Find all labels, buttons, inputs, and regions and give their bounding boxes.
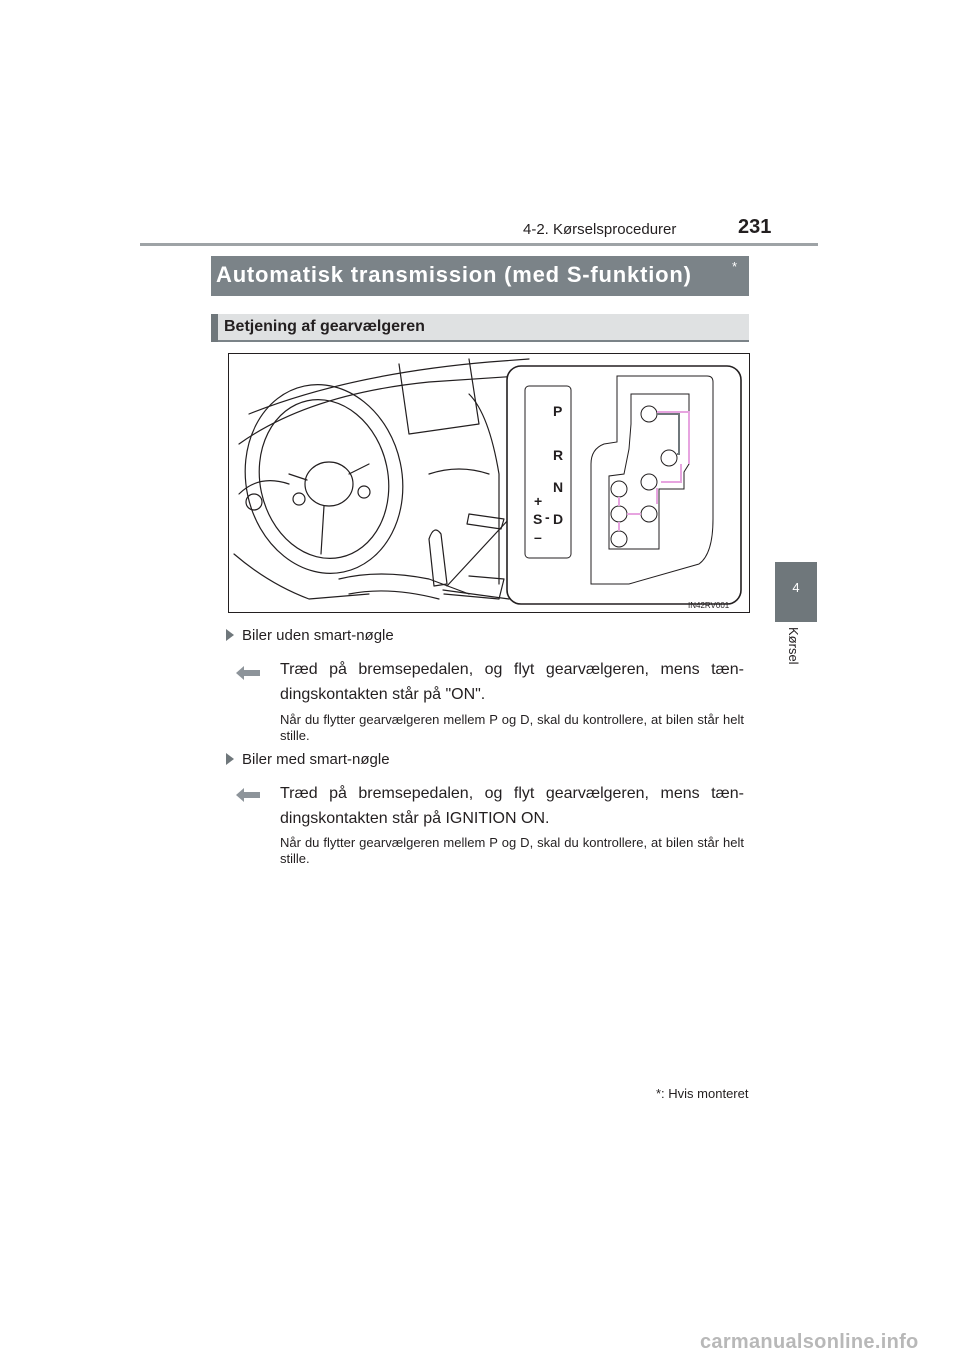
- gate-label-p: P: [553, 403, 563, 419]
- header-section-title: 4-2. Kørselsprocedurer: [523, 221, 677, 238]
- bullet-no-smart-key: [226, 627, 394, 644]
- sport-label-dash: -: [545, 509, 550, 525]
- steering-hub: [305, 462, 353, 506]
- chapter-tab[interactable]: [775, 562, 817, 622]
- bullet-smart-key: [226, 751, 390, 768]
- sport-label-minus: –: [534, 529, 542, 545]
- page-number: 231: [738, 216, 772, 238]
- sport-label-plus: +: [534, 493, 543, 509]
- illustration-svg: [229, 354, 750, 613]
- vent-line: [429, 469, 489, 474]
- triangle-bullet-icon: [226, 629, 234, 641]
- chapter-label: [785, 627, 803, 675]
- leader-line: [447, 519, 509, 586]
- instruction-text: Træd på bremsepedalen, og flyt gearvælgeren, mens tæn-dingskontakten står på "ON".: [280, 661, 744, 703]
- subtitle-accent: [211, 314, 218, 342]
- instruction-arrow-icon: [236, 788, 260, 802]
- wheel-button: [358, 486, 370, 498]
- wheel-button: [293, 493, 305, 505]
- gear-selector-illustration: [228, 353, 750, 613]
- instruction-text: Træd på bremsepedalen, og flyt gearvælgeren, mens tæn-dingskontakten står på IGNITION ON.: [280, 785, 744, 827]
- sport-label-s: S: [533, 511, 543, 527]
- subtitle: Betjening af gearvælgeren: [224, 318, 425, 335]
- steering-wheel-inner: [245, 387, 403, 570]
- note-text: Når du flytter gearvælgeren mellem P og D, skal du kontrollere, at bilen står helt stille.: [280, 835, 744, 866]
- triangle-bullet-icon: [226, 753, 234, 765]
- gate-label-d: D: [553, 511, 564, 527]
- inset-frame: [507, 366, 741, 604]
- watermark: carmanualsonline.info: [700, 1331, 919, 1353]
- footnote: *: Hvis monteret: [656, 1086, 749, 1101]
- instruction-arrow-icon: [236, 666, 260, 680]
- stalk-knob: [246, 494, 262, 510]
- bullet-text: Biler med smart-nøgle: [242, 751, 390, 768]
- steering-spokes: [289, 464, 369, 554]
- gate-label-r: R: [553, 447, 564, 463]
- gate-label-n: N: [553, 479, 564, 495]
- title-footnote-marker: *: [732, 259, 738, 274]
- chapter-tab-number: 4: [792, 580, 800, 595]
- chapter-label-text: Kørsel: [786, 627, 801, 665]
- figure-id: IN42RV001: [688, 601, 730, 610]
- page-title: Automatisk transmission (med S-funktion): [216, 262, 692, 287]
- center-console-line: [469, 394, 499, 584]
- dashboard-line: [249, 359, 529, 414]
- header-rule: [140, 243, 818, 246]
- shift-knob: [429, 530, 447, 586]
- bullet-text: Biler uden smart-nøgle: [242, 627, 394, 644]
- display-screen: [399, 359, 479, 434]
- note-text: Når du flytter gearvælgeren mellem P og D, skal du kontrollere, at bilen står helt stille.: [280, 712, 744, 743]
